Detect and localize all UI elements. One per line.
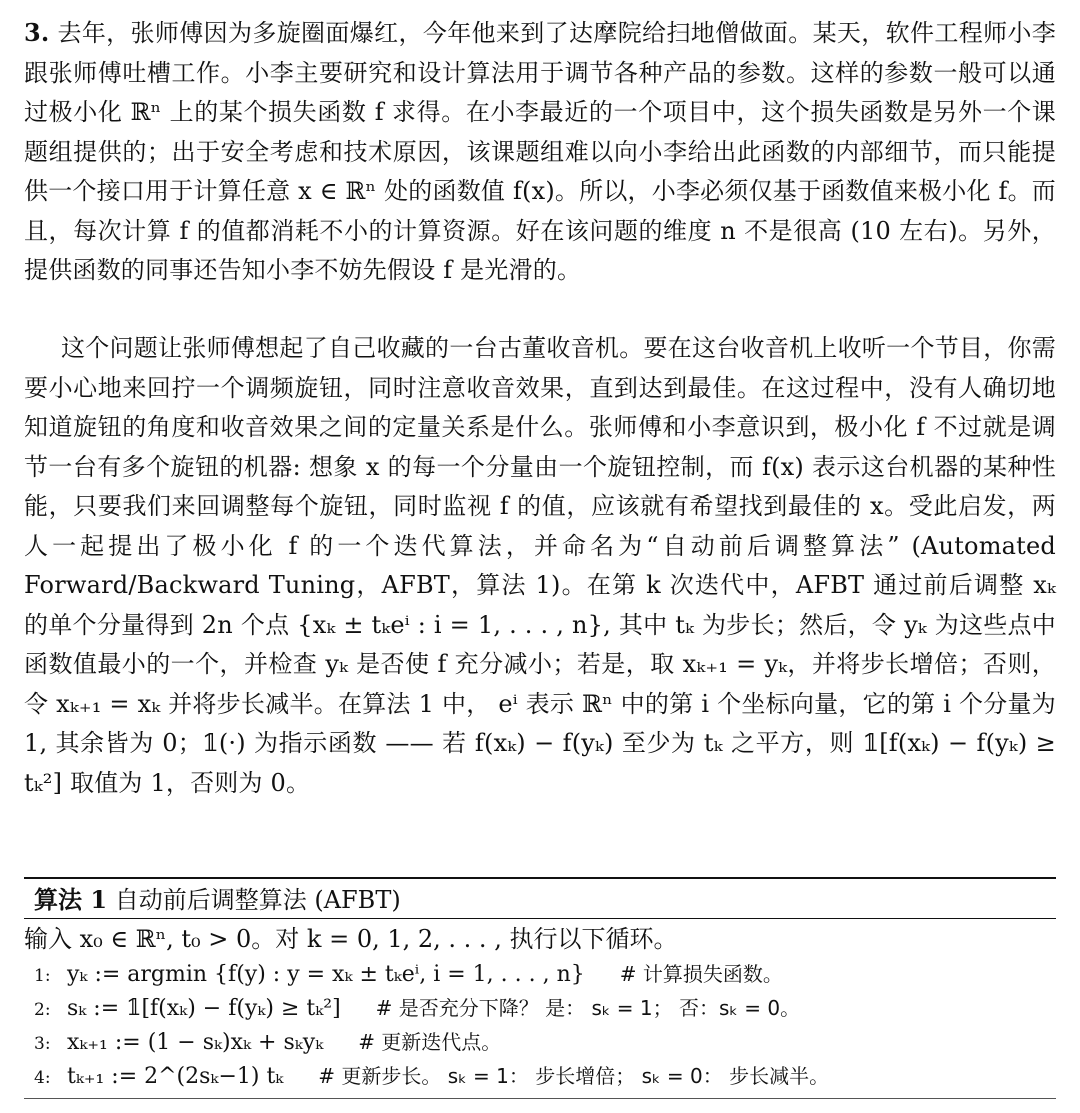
algorithm-bottom-rule [24, 1098, 1056, 1099]
algorithm-title: 自动前后调整算法 (AFBT) [114, 886, 401, 914]
step-number: 3: [34, 1034, 51, 1054]
step-code: sₖ := 𝟙[f(xₖ) − f(yₖ) ≥ tₖ²] [67, 996, 341, 1021]
step-code: xₖ₊₁ := (1 − sₖ)xₖ + sₖyₖ [67, 1030, 324, 1055]
step-comment: # 更新迭代点。 [358, 1030, 502, 1054]
algorithm-label: 算法 1 [34, 885, 108, 914]
problem-paragraph-1 [24, 13, 1056, 291]
algorithm-top-rule [24, 877, 1056, 879]
step-code: yₖ := argmin {f(y) : y = xₖ ± tₖeⁱ, i = 1, . . . , n} [67, 962, 585, 987]
step-number: 1: [34, 966, 51, 986]
algorithm-step-1 [34, 958, 783, 992]
step-number: 4: [34, 1068, 51, 1088]
problem-paragraph-2: 这个问题让张师傅想起了自己收藏的一台古董收音机。要在这台收音机上收听一个节目，你需要小心地来回拧一个调频旋钮，同时注意收音效果，直到达到最佳。在这过程中，没有人确切地知道旋钮的角度和收音效果之间的定量关系是什么。张师傅和小李意识到，极小化 f 不过就是调节一台有多个旋钮的机器: 想象 x 的每一个分量由一个旋钮控制，而 f(x) 表示这台机器的某种性能，只要我们来回调整每个旋钮，同时监视 f 的值，应该就有希望找到最佳的 x。受此启发，两人一起提出了极小化 f 的一个迭代算法，并命名为“自动前后调整算法” (Automated Forward/Backward Tuning，AFBT，算法 1)。在第 k 次迭代中，AFBT 通过前后调整 xₖ 的单个分量得到 2n 个点 {xₖ ± tₖeⁱ : i = 1, . . . , n}, 其中 tₖ 为步长；然后，令 yₖ 为这些点中函数值最小的一个，并检查 yₖ 是否使 f 充分减小；若是，取 xₖ₊₁ = yₖ，并将步长增倍；否则，令 xₖ₊₁ = xₖ 并将步长减半。在算法 1 中， eⁱ 表示 ℝⁿ 中的第 i 个坐标向量，它的第 i 个分量为 1, 其余皆为 0；𝟙(·) 为指示函数 —— 若 f(xₖ) − f(yₖ) 至少为 tₖ 之平方，则 𝟙[f(xₖ) − f(yₖ) ≥ tₖ²] 取值为 1，否则为 0。 [24, 334, 1056, 797]
algorithm-mid-rule [24, 918, 1056, 919]
step-code: tₖ₊₁ := 2^(2sₖ−1) tₖ [67, 1064, 284, 1089]
problem-number: 3. [24, 18, 50, 47]
step-comment: # 计算损失函数。 [619, 962, 783, 986]
step-number: 2: [34, 1000, 51, 1020]
step-comment: # 更新步长。 sₖ = 1： 步长增倍； sₖ = 0： 步长减半。 [318, 1064, 830, 1088]
algorithm-caption [34, 882, 401, 918]
algorithm-step-2 [34, 992, 800, 1026]
algorithm-step-3 [34, 1026, 501, 1060]
algorithm-input-line: 输入 x₀ ∈ ℝⁿ, t₀ > 0。对 k = 0, 1, 2, . . . , 执行以下循环。 [24, 925, 678, 953]
algorithm-step-4 [34, 1060, 829, 1094]
step-comment: # 是否充分下降？ 是： sₖ = 1； 否：sₖ = 0。 [375, 996, 801, 1020]
problem-paragraph-1-text: 去年，张师傅因为多旋圈面爆红，今年他来到了达摩院给扫地僧做面。某天，软件工程师小李跟张师傅吐槽工作。小李主要研究和设计算法用于调节各种产品的参数。这样的参数一般可以通过极小化 ℝⁿ 上的某个损失函数 f 求得。在小李最近的一个项目中，这个损失函数是另外一个课题组提供的；出于安全考虑和技术原因，该课题组难以向小李给出此函数的内部细节，而只能提供一个接口用于计算任意 x ∈ ℝⁿ 处的函数值 f(x)。所以，小李必须仅基于函数值来极小化 f。而且，每次计算 f 的值都消耗不小的计算资源。好在该问题的维度 n 不是很高 (10 左右)。另外，提供函数的同事还告知小李不妨先假设 f 是光滑的。 [24, 19, 1056, 284]
